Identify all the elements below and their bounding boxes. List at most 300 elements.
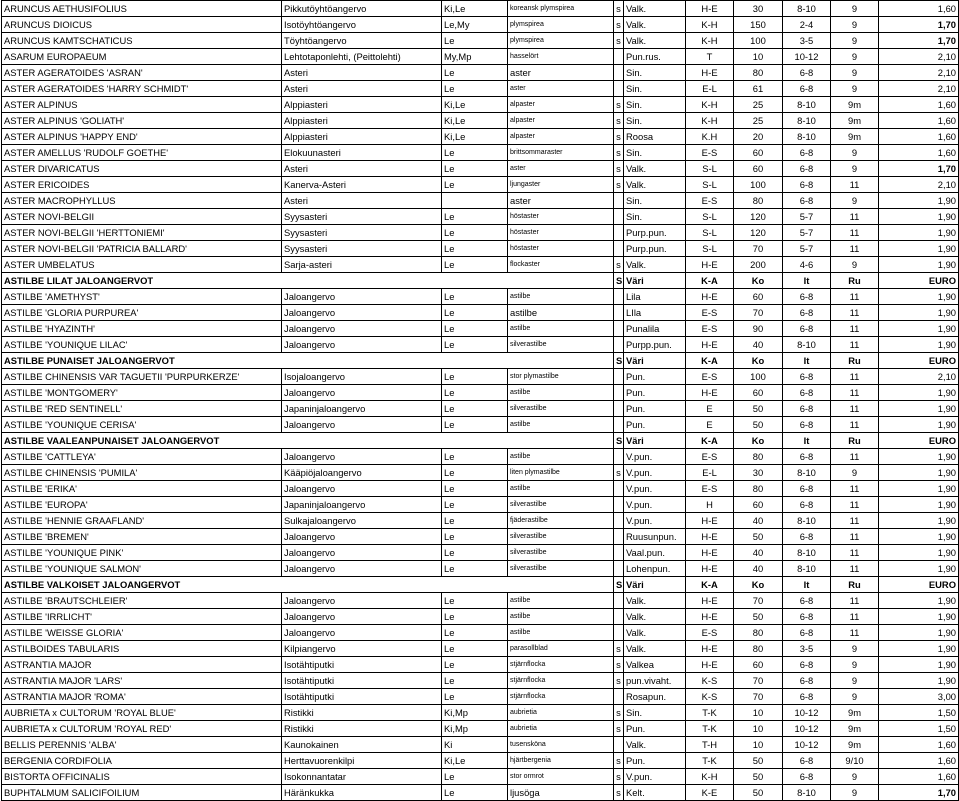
- plant-height: 70: [734, 593, 783, 609]
- spacing: 6-8: [783, 673, 831, 689]
- swedish-name: höstaster: [508, 241, 614, 257]
- flower-color: Valk.: [624, 593, 686, 609]
- spacing: 8-10: [783, 337, 831, 353]
- pot-size: 9: [831, 785, 879, 801]
- flower-color: V.pun.: [624, 769, 686, 785]
- latin-name: ASTILBE 'BRAUTSCHLEIER': [2, 593, 282, 609]
- finnish-name: Jaloangervo: [282, 529, 442, 545]
- table-row: [2, 49, 959, 65]
- price: 1,60: [879, 753, 959, 769]
- col-price-header: EURO: [879, 577, 959, 593]
- flowering-time: S-L: [686, 225, 734, 241]
- swedish-name: tusensköna: [508, 737, 614, 753]
- pot-size: 11: [831, 545, 879, 561]
- flag-s: [614, 49, 624, 65]
- spacing: 8-10: [783, 1, 831, 17]
- swedish-name: astilbe: [508, 305, 614, 321]
- swedish-name: silverastilbe: [508, 561, 614, 577]
- latin-name: ASTILBE 'GLORIA PURPUREA': [2, 305, 282, 321]
- finnish-name: Asteri: [282, 65, 442, 81]
- swedish-name: höstaster: [508, 225, 614, 241]
- pot-size: 11: [831, 209, 879, 225]
- flowering-time: H-E: [686, 545, 734, 561]
- col-zone-header: Ru: [831, 433, 879, 449]
- flowering-time: K-S: [686, 673, 734, 689]
- flag-s: [614, 689, 624, 705]
- finnish-name: Pikkutöyhtöangervo: [282, 1, 442, 17]
- plant-height: 50: [734, 753, 783, 769]
- flag-s: [614, 289, 624, 305]
- latin-name: ASTILBE 'WEISSE GLORIA': [2, 625, 282, 641]
- swedish-name: ljusöga: [508, 785, 614, 801]
- latin-name: ASTILBE 'YOUNIQUE LILAC': [2, 337, 282, 353]
- spacing: 3-5: [783, 641, 831, 657]
- flower-color: Sin.: [624, 65, 686, 81]
- finnish-name: Isotähtiputki: [282, 673, 442, 689]
- latin-name: ASTILBE 'MONTGOMERY': [2, 385, 282, 401]
- col-height-header: Ko: [734, 273, 783, 289]
- flower-color: Sin.: [624, 209, 686, 225]
- col-color-header: Väri: [624, 353, 686, 369]
- swedish-name: aster: [508, 161, 614, 177]
- swedish-name: aster: [508, 65, 614, 81]
- flowering-time: K-H: [686, 17, 734, 33]
- swedish-name: alpaster: [508, 97, 614, 113]
- flag-s: [614, 385, 624, 401]
- flower-color: V.pun.: [624, 513, 686, 529]
- price: 1,90: [879, 193, 959, 209]
- pot-size: 9: [831, 65, 879, 81]
- plant-height: 80: [734, 625, 783, 641]
- flowering-time: E-S: [686, 449, 734, 465]
- pot-size: 11: [831, 513, 879, 529]
- spacing: 2-4: [783, 17, 831, 33]
- flag-s: [614, 417, 624, 433]
- growing-site: Ki,Le: [442, 753, 508, 769]
- flower-color: Valk.: [624, 257, 686, 273]
- finnish-name: Kääpiöjaloangervo: [282, 465, 442, 481]
- flag-s: s: [614, 97, 624, 113]
- flower-color: Sin.: [624, 193, 686, 209]
- plant-height: 61: [734, 81, 783, 97]
- spacing: 5-7: [783, 241, 831, 257]
- table-row: [2, 529, 959, 545]
- growing-site: Le: [442, 401, 508, 417]
- flowering-time: E-S: [686, 305, 734, 321]
- price: 1,70: [879, 785, 959, 801]
- swedish-name: aubrietia: [508, 705, 614, 721]
- plant-height: 70: [734, 689, 783, 705]
- price: 1,60: [879, 769, 959, 785]
- finnish-name: Jaloangervo: [282, 481, 442, 497]
- flower-color: Pun.: [624, 401, 686, 417]
- latin-name: ARUNCUS KAMTSCHATICUS: [2, 33, 282, 49]
- table-row: [2, 673, 959, 689]
- flag-s: s: [614, 753, 624, 769]
- flower-color: Valk.: [624, 17, 686, 33]
- spacing: 8-10: [783, 513, 831, 529]
- spacing: 8-10: [783, 113, 831, 129]
- flag-s: [614, 593, 624, 609]
- latin-name: BISTORTA OFFICINALIS: [2, 769, 282, 785]
- price: 1,90: [879, 641, 959, 657]
- finnish-name: Asteri: [282, 81, 442, 97]
- growing-site: Le: [442, 369, 508, 385]
- latin-name: BUPHTALMUM SALICIFOILIUM: [2, 785, 282, 801]
- flowering-time: H-E: [686, 1, 734, 17]
- finnish-name: Töyhtöangervo: [282, 33, 442, 49]
- plant-height: 60: [734, 161, 783, 177]
- pot-size: 11: [831, 561, 879, 577]
- flower-color: Pun.: [624, 369, 686, 385]
- price: 1,70: [879, 17, 959, 33]
- latin-name: ASTER NOVI-BELGII 'HERTTONIEMI': [2, 225, 282, 241]
- flag-s: s: [614, 129, 624, 145]
- flowering-time: K.H: [686, 129, 734, 145]
- price: 1,90: [879, 545, 959, 561]
- col-s-header: S: [614, 433, 624, 449]
- flowering-time: H-E: [686, 593, 734, 609]
- pot-size: 9: [831, 657, 879, 673]
- finnish-name: Isojaloangervo: [282, 369, 442, 385]
- price: 1,90: [879, 465, 959, 481]
- spacing: 6-8: [783, 417, 831, 433]
- flower-color: Lila: [624, 289, 686, 305]
- flag-s: [614, 449, 624, 465]
- price: 1,90: [879, 561, 959, 577]
- table-row: [2, 209, 959, 225]
- price: 1,90: [879, 673, 959, 689]
- swedish-name: silverastilbe: [508, 529, 614, 545]
- flowering-time: E-L: [686, 81, 734, 97]
- flower-color: Valk.: [624, 609, 686, 625]
- swedish-name: flockaster: [508, 257, 614, 273]
- flag-s: s: [614, 33, 624, 49]
- swedish-name: hasselört: [508, 49, 614, 65]
- flowering-time: H-E: [686, 385, 734, 401]
- latin-name: ASTILBE 'IRRLICHT': [2, 609, 282, 625]
- latin-name: ASTER NOVI-BELGII 'PATRICIA BALLARD': [2, 241, 282, 257]
- flowering-time: H-E: [686, 289, 734, 305]
- table-row: [2, 193, 959, 209]
- finnish-name: Jaloangervo: [282, 289, 442, 305]
- pot-size: 11: [831, 593, 879, 609]
- flower-color: Valk.: [624, 177, 686, 193]
- price: 1,90: [879, 241, 959, 257]
- spacing: 10-12: [783, 721, 831, 737]
- latin-name: ASTER ERICOIDES: [2, 177, 282, 193]
- flowering-time: K-E: [686, 785, 734, 801]
- latin-name: ASTER NOVI-BELGII: [2, 209, 282, 225]
- growing-site: Ki,Mp: [442, 721, 508, 737]
- growing-site: My,Mp: [442, 49, 508, 65]
- growing-site: Le: [442, 385, 508, 401]
- latin-name: ASTER DIVARICATUS: [2, 161, 282, 177]
- latin-name: ASTILBE 'HENNIE GRAAFLAND': [2, 513, 282, 529]
- price: 1,90: [879, 257, 959, 273]
- spacing: 6-8: [783, 193, 831, 209]
- flowering-time: S-L: [686, 241, 734, 257]
- flowering-time: E: [686, 401, 734, 417]
- spacing: 10-12: [783, 705, 831, 721]
- col-height-header: Ko: [734, 353, 783, 369]
- flower-color: Valkea: [624, 657, 686, 673]
- flower-color: Purp.pun.: [624, 225, 686, 241]
- table-row: [2, 145, 959, 161]
- pot-size: 11: [831, 241, 879, 257]
- col-s-header: S: [614, 353, 624, 369]
- growing-site: Le: [442, 689, 508, 705]
- flower-color: Valk.: [624, 161, 686, 177]
- pot-size: 11: [831, 369, 879, 385]
- flowering-time: E-S: [686, 145, 734, 161]
- table-row: [2, 1, 959, 17]
- flower-color: Lohenpun.: [624, 561, 686, 577]
- flag-s: s: [614, 257, 624, 273]
- finnish-name: Häränkukka: [282, 785, 442, 801]
- price: 2,10: [879, 81, 959, 97]
- flowering-time: H-E: [686, 529, 734, 545]
- pot-size: 11: [831, 289, 879, 305]
- flag-s: [614, 305, 624, 321]
- section-header-row: [2, 273, 959, 289]
- swedish-name: astilbe: [508, 449, 614, 465]
- swedish-name: silverastilbe: [508, 497, 614, 513]
- table-row: [2, 241, 959, 257]
- flag-s: s: [614, 705, 624, 721]
- table-row: [2, 321, 959, 337]
- swedish-name: stor plymastilbe: [508, 369, 614, 385]
- swedish-name: alpaster: [508, 129, 614, 145]
- flag-s: s: [614, 657, 624, 673]
- finnish-name: Japaninjaloangervo: [282, 401, 442, 417]
- spacing: 8-10: [783, 545, 831, 561]
- finnish-name: Herttavuorenkilpi: [282, 753, 442, 769]
- growing-site: Le: [442, 449, 508, 465]
- pot-size: 11: [831, 625, 879, 641]
- finnish-name: Syysasteri: [282, 209, 442, 225]
- growing-site: Le: [442, 161, 508, 177]
- pot-size: 11: [831, 529, 879, 545]
- plant-height: 80: [734, 65, 783, 81]
- flag-s: s: [614, 177, 624, 193]
- flowering-time: K-H: [686, 97, 734, 113]
- swedish-name: silverastilbe: [508, 545, 614, 561]
- spacing: 8-10: [783, 97, 831, 113]
- flower-color: Kelt.: [624, 785, 686, 801]
- flower-color: Valk.: [624, 641, 686, 657]
- growing-site: Le: [442, 673, 508, 689]
- price: 1,60: [879, 145, 959, 161]
- latin-name: ASTER MACROPHYLLUS: [2, 193, 282, 209]
- price: 1,60: [879, 97, 959, 113]
- growing-site: Le: [442, 209, 508, 225]
- flower-color: Roosa: [624, 129, 686, 145]
- pot-size: 9: [831, 689, 879, 705]
- price: 1,50: [879, 705, 959, 721]
- flower-color: V.pun.: [624, 497, 686, 513]
- pot-size: 9: [831, 81, 879, 97]
- spacing: 10-12: [783, 49, 831, 65]
- flowering-time: H-E: [686, 337, 734, 353]
- flowering-time: E-L: [686, 465, 734, 481]
- price: 1,90: [879, 417, 959, 433]
- price: 2,10: [879, 369, 959, 385]
- price: 1,90: [879, 401, 959, 417]
- flower-color: Valk.: [624, 33, 686, 49]
- growing-site: [442, 193, 508, 209]
- flag-s: s: [614, 785, 624, 801]
- swedish-name: fjäderastilbe: [508, 513, 614, 529]
- swedish-name: brittsommaraster: [508, 145, 614, 161]
- flower-color: V.pun.: [624, 449, 686, 465]
- table-row: [2, 417, 959, 433]
- plant-height: 25: [734, 113, 783, 129]
- col-zone-header: Ru: [831, 273, 879, 289]
- table-row: [2, 721, 959, 737]
- spacing: 8-10: [783, 561, 831, 577]
- finnish-name: Jaloangervo: [282, 337, 442, 353]
- col-s-header: S: [614, 577, 624, 593]
- growing-site: Le: [442, 241, 508, 257]
- flag-s: [614, 481, 624, 497]
- growing-site: Le: [442, 497, 508, 513]
- table-row: [2, 465, 959, 481]
- table-row: [2, 561, 959, 577]
- growing-site: Le: [442, 513, 508, 529]
- flowering-time: E-S: [686, 321, 734, 337]
- table-row: [2, 657, 959, 673]
- flag-s: [614, 81, 624, 97]
- pot-size: 11: [831, 337, 879, 353]
- pot-size: 9: [831, 49, 879, 65]
- col-it-header: It: [783, 577, 831, 593]
- flag-s: [614, 561, 624, 577]
- flowering-time: T-H: [686, 737, 734, 753]
- plant-height: 60: [734, 289, 783, 305]
- growing-site: Ki,Le: [442, 129, 508, 145]
- swedish-name: liten plymastilbe: [508, 465, 614, 481]
- price: 1,90: [879, 225, 959, 241]
- spacing: 6-8: [783, 769, 831, 785]
- section-title: ASTILBE PUNAISET JALOANGERVOT: [2, 353, 614, 369]
- section-header-row: [2, 433, 959, 449]
- price: 1,90: [879, 337, 959, 353]
- flag-s: [614, 529, 624, 545]
- pot-size: 9: [831, 1, 879, 17]
- flag-s: [614, 609, 624, 625]
- table-row: [2, 449, 959, 465]
- flower-color: Sin.: [624, 81, 686, 97]
- table-row: [2, 497, 959, 513]
- pot-size: 9: [831, 33, 879, 49]
- spacing: 6-8: [783, 529, 831, 545]
- finnish-name: Isotöyhtöangervo: [282, 17, 442, 33]
- plant-height: 60: [734, 497, 783, 513]
- plant-height: 70: [734, 673, 783, 689]
- col-color-header: Väri: [624, 433, 686, 449]
- spacing: 8-10: [783, 785, 831, 801]
- plant-price-table: [1, 0, 959, 801]
- swedish-name: stor ormrot: [508, 769, 614, 785]
- table-row: [2, 97, 959, 113]
- flower-color: Pun.rus.: [624, 49, 686, 65]
- table-row: [2, 177, 959, 193]
- latin-name: ASTILBE CHINENSIS 'PUMILA': [2, 465, 282, 481]
- flower-color: V.pun.: [624, 481, 686, 497]
- growing-site: Le: [442, 529, 508, 545]
- table-row: [2, 33, 959, 49]
- pot-size: 11: [831, 305, 879, 321]
- pot-size: 9: [831, 257, 879, 273]
- growing-site: Le: [442, 561, 508, 577]
- latin-name: ASTILBE 'YOUNIQUE SALMON': [2, 561, 282, 577]
- flowering-time: K-S: [686, 689, 734, 705]
- flowering-time: K-H: [686, 769, 734, 785]
- finnish-name: Jaloangervo: [282, 449, 442, 465]
- price: 1,90: [879, 321, 959, 337]
- flowering-time: T-K: [686, 721, 734, 737]
- flag-s: s: [614, 769, 624, 785]
- flower-color: Purpp.pun.: [624, 337, 686, 353]
- finnish-name: Kilpiangervo: [282, 641, 442, 657]
- growing-site: Le: [442, 609, 508, 625]
- table-row: [2, 65, 959, 81]
- swedish-name: ljungaster: [508, 177, 614, 193]
- col-flowering-header: K-A: [686, 577, 734, 593]
- flowering-time: S-L: [686, 177, 734, 193]
- finnish-name: Elokuunasteri: [282, 145, 442, 161]
- col-color-header: Väri: [624, 577, 686, 593]
- growing-site: Le,My: [442, 17, 508, 33]
- flag-s: [614, 513, 624, 529]
- swedish-name: astilbe: [508, 321, 614, 337]
- flowering-time: S-L: [686, 161, 734, 177]
- plant-height: 25: [734, 97, 783, 113]
- finnish-name: Isokonnantatar: [282, 769, 442, 785]
- swedish-name: astilbe: [508, 385, 614, 401]
- flower-color: LIla: [624, 305, 686, 321]
- table-row: [2, 481, 959, 497]
- flag-s: [614, 193, 624, 209]
- spacing: 6-8: [783, 753, 831, 769]
- swedish-name: alpaster: [508, 113, 614, 129]
- price: 1,50: [879, 721, 959, 737]
- growing-site: Le: [442, 321, 508, 337]
- flowering-time: K-H: [686, 33, 734, 49]
- swedish-name: astilbe: [508, 417, 614, 433]
- table-row: [2, 161, 959, 177]
- finnish-name: Jaloangervo: [282, 625, 442, 641]
- pot-size: 9: [831, 769, 879, 785]
- section-header-row: [2, 353, 959, 369]
- finnish-name: Jaloangervo: [282, 385, 442, 401]
- flag-s: [614, 401, 624, 417]
- col-it-header: It: [783, 433, 831, 449]
- latin-name: ARUNCUS AETHUSIFOLIUS: [2, 1, 282, 17]
- swedish-name: plymspirea: [508, 17, 614, 33]
- table-row: [2, 305, 959, 321]
- flower-color: Sin.: [624, 145, 686, 161]
- price: 2,10: [879, 49, 959, 65]
- price: 1,90: [879, 209, 959, 225]
- flag-s: s: [614, 113, 624, 129]
- section-title: ASTILBE VAALEANPUNAISET JALOANGERVOT: [2, 433, 614, 449]
- price: 2,10: [879, 177, 959, 193]
- latin-name: ASARUM EUROPAEUM: [2, 49, 282, 65]
- col-it-header: It: [783, 353, 831, 369]
- plant-height: 120: [734, 225, 783, 241]
